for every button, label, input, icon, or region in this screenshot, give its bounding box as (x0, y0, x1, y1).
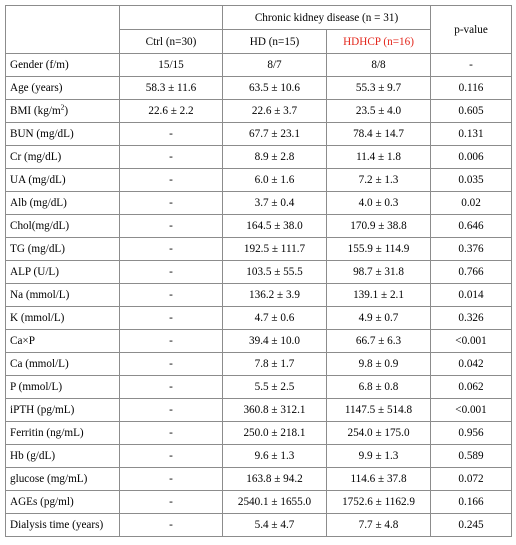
row-label (6, 192, 120, 215)
cell-hd: 39.4 ± 10.0 (223, 330, 327, 353)
cell-hd: 3.7 ± 0.4 (223, 192, 327, 215)
row-label-text: Dialysis time (years) (10, 519, 104, 531)
table-row (6, 261, 512, 284)
cell-pvalue: 0.605 (431, 100, 512, 123)
cell-hdhcp: 11.4 ± 1.8 (327, 146, 431, 169)
row-label-text: glucose (mg/mL) (10, 473, 88, 485)
table-row (6, 468, 512, 491)
row-label (6, 422, 120, 445)
row-label-text: P (mmol/L) (10, 381, 63, 393)
row-label (6, 100, 120, 123)
cell-ctrl: - (120, 215, 223, 238)
row-label (6, 307, 120, 330)
row-label (6, 169, 120, 192)
row-label (6, 77, 120, 100)
cell-hd: 7.8 ± 1.7 (223, 353, 327, 376)
cell-hd: 63.5 ± 10.6 (223, 77, 327, 100)
cell-pvalue: 0.042 (431, 353, 512, 376)
cell-hdhcp: 78.4 ± 14.7 (327, 123, 431, 146)
cell-hd: 360.8 ± 312.1 (223, 399, 327, 422)
cell-pvalue: 0.014 (431, 284, 512, 307)
cell-hd: 4.7 ± 0.6 (223, 307, 327, 330)
cell-hd: 8.9 ± 2.8 (223, 146, 327, 169)
cell-hdhcp: 1147.5 ± 514.8 (327, 399, 431, 422)
row-label-text: Gender (f/m) (10, 59, 69, 71)
cell-ctrl: - (120, 123, 223, 146)
cell-ctrl: - (120, 422, 223, 445)
row-label (6, 238, 120, 261)
cell-hd: 67.7 ± 23.1 (223, 123, 327, 146)
table-row (6, 514, 512, 537)
row-label-text: Ferritin (ng/mL) (10, 427, 84, 439)
table-header (6, 6, 512, 54)
cell-hdhcp: 6.8 ± 0.8 (327, 376, 431, 399)
cell-hdhcp: 66.7 ± 6.3 (327, 330, 431, 353)
row-label-text: Ca (mmol/L) (10, 358, 69, 370)
cell-hdhcp: 4.0 ± 0.3 (327, 192, 431, 215)
cell-pvalue: 0.116 (431, 77, 512, 100)
cell-ctrl: - (120, 353, 223, 376)
row-label-text: Na (mmol/L) (10, 289, 70, 301)
row-label (6, 491, 120, 514)
row-label-text: Cr (mg/dL) (10, 151, 62, 163)
row-label-text: Alb (mg/dL) (10, 197, 67, 209)
cell-hdhcp: 7.2 ± 1.3 (327, 169, 431, 192)
clinical-data-table (5, 5, 512, 537)
cell-ctrl: - (120, 261, 223, 284)
table-row (6, 238, 512, 261)
cell-hdhcp: 1752.6 ± 1162.9 (327, 491, 431, 514)
row-label (6, 146, 120, 169)
row-label (6, 123, 120, 146)
cell-pvalue: 0.376 (431, 238, 512, 261)
cell-hd: 9.6 ± 1.3 (223, 445, 327, 468)
table-row (6, 445, 512, 468)
row-label (6, 54, 120, 77)
cell-pvalue: 0.766 (431, 261, 512, 284)
table-row (6, 123, 512, 146)
cell-pvalue: 0.956 (431, 422, 512, 445)
cell-pvalue: 0.006 (431, 146, 512, 169)
cell-ctrl: - (120, 238, 223, 261)
cell-pvalue: 0.245 (431, 514, 512, 537)
cell-ctrl: - (120, 146, 223, 169)
row-label (6, 261, 120, 284)
table-row (6, 376, 512, 399)
cell-hdhcp: 114.6 ± 37.8 (327, 468, 431, 491)
table-row (6, 146, 512, 169)
row-label (6, 468, 120, 491)
row-label-text: Age (years) (10, 82, 63, 94)
row-label (6, 330, 120, 353)
cell-hdhcp: 9.8 ± 0.9 (327, 353, 431, 376)
table-row (6, 422, 512, 445)
cell-hdhcp: 155.9 ± 114.9 (327, 238, 431, 261)
row-label-text: UA (mg/dL) (10, 174, 66, 186)
table-row (6, 330, 512, 353)
cell-hdhcp: 7.7 ± 4.8 (327, 514, 431, 537)
cell-ctrl: 22.6 ± 2.2 (120, 100, 223, 123)
row-label (6, 514, 120, 537)
row-label (6, 445, 120, 468)
cell-pvalue: - (431, 54, 512, 77)
header-empty-cell-ctrl (120, 6, 223, 30)
cell-hd: 8/7 (223, 54, 327, 77)
header-empty-cell (6, 6, 120, 54)
cell-pvalue: 0.326 (431, 307, 512, 330)
cell-pvalue: 0.062 (431, 376, 512, 399)
header-hdhcp: HDHCP (n=16) (327, 30, 431, 54)
row-label (6, 376, 120, 399)
cell-pvalue: <0.001 (431, 330, 512, 353)
cell-pvalue: <0.001 (431, 399, 512, 422)
cell-hd: 136.2 ± 3.9 (223, 284, 327, 307)
table-row (6, 169, 512, 192)
row-label-text: Ca×P (10, 335, 35, 347)
cell-hdhcp: 9.9 ± 1.3 (327, 445, 431, 468)
row-label (6, 353, 120, 376)
cell-hdhcp: 4.9 ± 0.7 (327, 307, 431, 330)
table-row (6, 54, 512, 77)
table-row (6, 100, 512, 123)
header-pvalue: p-value (431, 6, 512, 54)
row-label-text: ALP (U/L) (10, 266, 59, 278)
cell-pvalue: 0.072 (431, 468, 512, 491)
cell-hd: 163.8 ± 94.2 (223, 468, 327, 491)
cell-ctrl: - (120, 169, 223, 192)
cell-hd: 103.5 ± 55.5 (223, 261, 327, 284)
table-row (6, 77, 512, 100)
row-label-superscript: 2 (60, 102, 65, 112)
cell-hdhcp: 8/8 (327, 54, 431, 77)
cell-hd: 5.4 ± 4.7 (223, 514, 327, 537)
cell-hd: 22.6 ± 3.7 (223, 100, 327, 123)
cell-hdhcp: 55.3 ± 9.7 (327, 77, 431, 100)
header-row-top (6, 6, 512, 30)
cell-ctrl: - (120, 307, 223, 330)
table-row (6, 192, 512, 215)
cell-hd: 6.0 ± 1.6 (223, 169, 327, 192)
cell-ctrl: - (120, 399, 223, 422)
cell-ctrl: 15/15 (120, 54, 223, 77)
cell-hdhcp: 170.9 ± 38.8 (327, 215, 431, 238)
row-label (6, 284, 120, 307)
cell-ctrl: - (120, 491, 223, 514)
row-label (6, 215, 120, 238)
row-label-text: TG (mg/dL) (10, 243, 65, 255)
table-row (6, 399, 512, 422)
row-label-text: Hb (g/dL) (10, 450, 56, 462)
cell-pvalue: 0.589 (431, 445, 512, 468)
cell-pvalue: 0.02 (431, 192, 512, 215)
row-label-text: AGEs (pg/ml) (10, 496, 74, 508)
cell-ctrl: - (120, 192, 223, 215)
table-row (6, 353, 512, 376)
cell-hdhcp: 23.5 ± 4.0 (327, 100, 431, 123)
table-row (6, 307, 512, 330)
table-row (6, 491, 512, 514)
cell-hd: 250.0 ± 218.1 (223, 422, 327, 445)
cell-pvalue: 0.131 (431, 123, 512, 146)
header-ckd-group: Chronic kidney disease (n = 31) (223, 6, 431, 30)
cell-hd: 192.5 ± 111.7 (223, 238, 327, 261)
row-label-text: K (mmol/L) (10, 312, 65, 324)
cell-pvalue: 0.035 (431, 169, 512, 192)
cell-hdhcp: 254.0 ± 175.0 (327, 422, 431, 445)
cell-ctrl: - (120, 330, 223, 353)
cell-ctrl: - (120, 376, 223, 399)
cell-hd: 5.5 ± 2.5 (223, 376, 327, 399)
cell-hd: 2540.1 ± 1655.0 (223, 491, 327, 514)
cell-ctrl: - (120, 445, 223, 468)
row-label-text: Chol(mg/dL) (10, 220, 70, 232)
cell-ctrl: - (120, 468, 223, 491)
table-row (6, 215, 512, 238)
row-label (6, 399, 120, 422)
row-label-text: BMI (kg/m (10, 105, 61, 117)
cell-hdhcp: 98.7 ± 31.8 (327, 261, 431, 284)
row-label-text: iPTH (pg/mL) (10, 404, 75, 416)
cell-pvalue: 0.166 (431, 491, 512, 514)
cell-ctrl: - (120, 514, 223, 537)
header-hd: HD (n=15) (223, 30, 327, 54)
cell-hdhcp: 139.1 ± 2.1 (327, 284, 431, 307)
table-row (6, 284, 512, 307)
cell-ctrl: 58.3 ± 11.6 (120, 77, 223, 100)
header-ctrl: Ctrl (n=30) (120, 30, 223, 54)
row-label-suffix: ) (64, 105, 69, 117)
row-label-text: BUN (mg/dL) (10, 128, 74, 140)
cell-hd: 164.5 ± 38.0 (223, 215, 327, 238)
cell-pvalue: 0.646 (431, 215, 512, 238)
cell-ctrl: - (120, 284, 223, 307)
table-body (6, 54, 512, 537)
